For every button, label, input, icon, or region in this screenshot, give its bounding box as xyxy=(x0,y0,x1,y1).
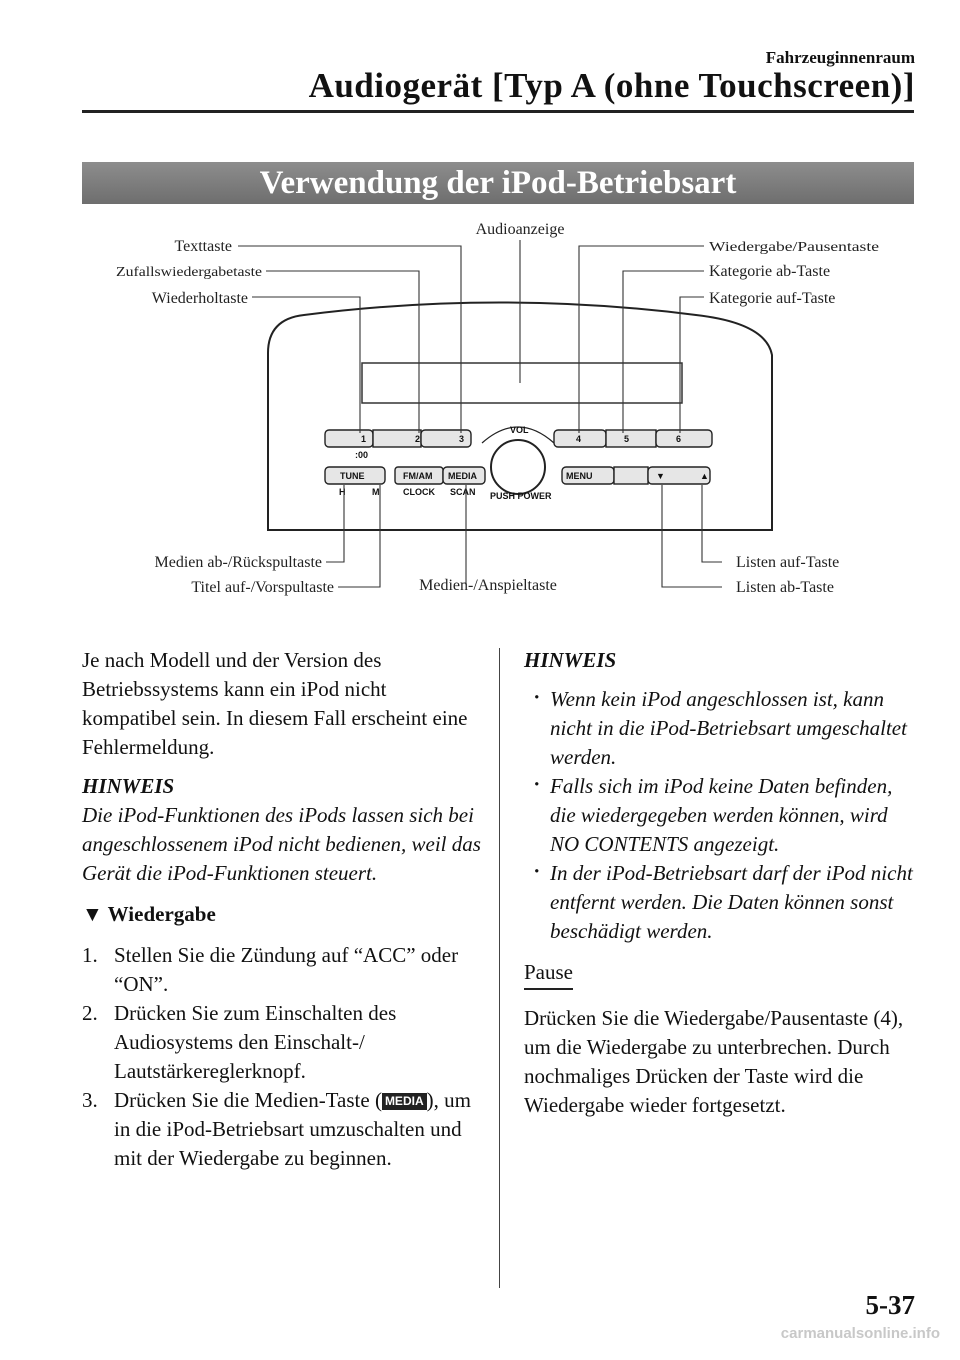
note-heading: HINWEIS xyxy=(524,648,617,672)
preset-3-label: 3 xyxy=(459,434,465,444)
step-item: 3. Drücken Sie die Medien-Taste ( MEDIA ), um in die iPod-Betriebsart umzuschalten und mit der Wiedergabe zu beginnen. xyxy=(82,1088,471,1170)
section-title: Fahrzeuginnenraum xyxy=(765,48,915,67)
page-title: Audiogerät [Typ A (ohne Touchscreen)] xyxy=(308,66,915,105)
preset-4-label: 4 xyxy=(576,434,582,444)
triangle-marker-icon: ▼ xyxy=(82,902,103,926)
label-wiedergabe-pause: Wiedergabe/Pausentaste xyxy=(709,240,879,255)
preset-1-label: 1 xyxy=(361,434,367,444)
subsection-heading xyxy=(82,900,482,929)
left-column xyxy=(82,646,482,1173)
push-power-label: PUSH POWER xyxy=(490,491,552,501)
label-listen-ab: Listen ab-Taste xyxy=(736,579,834,596)
list-item: · Wenn kein iPod angeschlossen ist, kann nicht in die iPod-Betriebsart umgeschaltet werden. xyxy=(524,685,920,772)
up-arrow-icon: ▲ xyxy=(700,471,709,481)
preset-row-left xyxy=(325,430,471,447)
intro-text: Je nach Modell und der Version des Betriebssystems kann ein iPod nicht kompatibel sein. In diesem Fall erscheint eine Fehlermeldung. xyxy=(82,648,468,759)
steps-list xyxy=(82,941,482,1173)
note-bullets xyxy=(524,685,920,946)
preset-5-label: 5 xyxy=(624,434,630,444)
pause-heading: Pause xyxy=(524,958,573,990)
scan-label: SCAN xyxy=(450,487,476,497)
label-kat-auf: Kategorie auf-Taste xyxy=(709,290,836,307)
step-item: 1. Stellen Sie die Zündung auf “ACC” oder “ON”. xyxy=(82,943,459,996)
pause-text: Drücken Sie die Wiedergabe/Pausentaste (4), um die Wiedergabe zu unterbrechen. Durch nochmaliges Drücken der Taste wird die Wiedergabe wieder fortgesetzt. xyxy=(524,1006,904,1117)
label-titel-auf: Titel auf-/Vorspultaste xyxy=(191,579,334,596)
tune-label: TUNE xyxy=(340,471,365,481)
zero-label: :00 xyxy=(355,450,369,460)
menu-label: MENU xyxy=(566,471,593,481)
subsection-heading-text: Wiedergabe xyxy=(107,902,216,926)
step-item: 2. Drücken Sie zum Einschalten des Audiosystems den Einschalt-/ Lautstärkereglerknopf. xyxy=(82,1001,397,1083)
label-zufall: Zufallswiedergabetaste xyxy=(116,265,262,280)
footer-watermark: carmanualsonline.info xyxy=(780,1325,940,1342)
clock-label: CLOCK xyxy=(403,487,435,497)
vol-label: VOL xyxy=(510,425,529,435)
label-audioanzeige: Audioanzeige xyxy=(475,221,565,238)
header-rule xyxy=(82,110,914,113)
note-text: Die iPod-Funktionen des iPods lassen sich bei angeschlossenem iPod nicht bedienen, weil das Gerät die iPod-Funktionen steuert. xyxy=(82,803,481,885)
preset-2-label: 2 xyxy=(415,434,421,444)
volume-knob xyxy=(491,440,545,494)
page-number: 5-37 xyxy=(865,1290,915,1320)
fmam-label: FM/AM xyxy=(403,471,433,481)
label-texttaste: Texttaste xyxy=(174,238,232,255)
down-arrow-icon: ▼ xyxy=(656,471,665,481)
column-divider xyxy=(499,648,500,1288)
label-wiederhol: Wiederholtaste xyxy=(151,290,248,307)
label-medien-ab: Medien ab-/Rückspultaste xyxy=(154,554,322,571)
section-banner: Verwendung der iPod-Betriebsart xyxy=(82,162,914,204)
h-label: H xyxy=(339,487,346,497)
label-anspiel: Medien-/Anspieltaste xyxy=(419,577,557,594)
preset-6-label: 6 xyxy=(676,434,682,444)
m-label: M xyxy=(372,487,380,497)
audio-unit-diagram xyxy=(82,215,914,605)
media-button-icon: MEDIA xyxy=(382,1093,427,1110)
list-item: · Falls sich im iPod keine Daten befinden, die wiedergegeben werden können, wird NO CONTENTS angezeigt. xyxy=(524,772,920,859)
right-column xyxy=(524,646,920,1120)
label-kat-ab: Kategorie ab-Taste xyxy=(709,263,831,280)
note-heading: HINWEIS xyxy=(82,774,175,798)
list-item: · In der iPod-Betriebsart darf der iPod nicht entfernt werden. Die Daten können sonst beschädigt werden. xyxy=(524,859,920,946)
label-listen-auf: Listen auf-Taste xyxy=(736,554,840,571)
media-label: MEDIA xyxy=(448,471,477,481)
